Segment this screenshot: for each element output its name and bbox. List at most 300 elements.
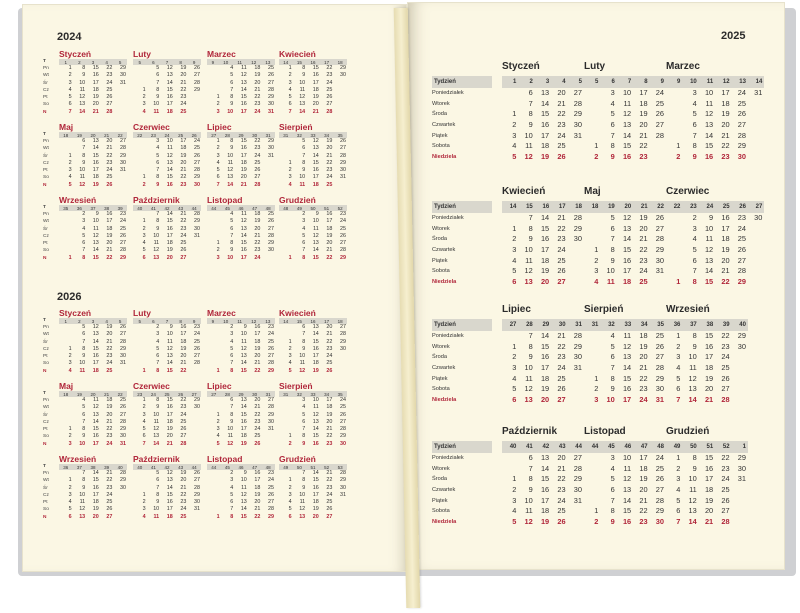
day-cell: 23 — [326, 345, 333, 352]
day-cell: 21 — [557, 463, 566, 473]
day-cell — [333, 80, 347, 87]
day-cell: 7 — [230, 404, 234, 411]
day-cell: 31 — [267, 108, 274, 115]
day-cell: 4 — [68, 367, 72, 374]
day-cell: 16 — [312, 345, 319, 352]
day-cell: 5 — [512, 517, 517, 527]
day-row — [59, 218, 127, 225]
row-labels-2 — [432, 319, 492, 406]
day-cell: 11 — [623, 463, 632, 473]
day-cell: 25 — [655, 463, 664, 473]
day-cell — [333, 506, 347, 513]
week-number: 18 — [591, 204, 599, 210]
day-cell: 1 — [142, 397, 146, 403]
month-name: Styczeń — [59, 308, 92, 318]
day-cell: 24 — [326, 491, 333, 498]
day-cell: 12 — [227, 167, 234, 174]
day-cell: 1 — [216, 367, 220, 374]
day-cell — [133, 153, 147, 160]
day-cell: 6 — [230, 499, 234, 506]
mini-month-cal_2026-1 — [133, 308, 201, 375]
day-cell: 24 — [180, 506, 187, 513]
day-label: Pn — [43, 398, 49, 403]
day-cell: 24 — [655, 453, 664, 462]
week-number: 1 — [513, 79, 517, 85]
day-cell: 21 — [704, 395, 714, 405]
day-cell: 28 — [119, 247, 126, 254]
day-cell: 12 — [524, 384, 533, 394]
day-row — [666, 464, 748, 475]
day-cell: 19 — [721, 245, 730, 255]
day-row — [133, 109, 201, 116]
day-cell — [133, 324, 147, 331]
day-cell: 16 — [240, 145, 247, 152]
day-cell: 18 — [92, 174, 99, 181]
day-row — [584, 352, 666, 363]
day-cell: 18 — [639, 463, 648, 473]
week-number: 11 — [706, 79, 714, 85]
day-cell: 10 — [606, 266, 615, 276]
day-cell: 24 — [655, 88, 664, 97]
day-label: Wt — [43, 405, 49, 411]
day-row — [279, 412, 347, 419]
day-cell: 15 — [622, 141, 632, 151]
day-cell — [59, 419, 73, 426]
week-number: 12 — [251, 59, 257, 65]
day-cell: 27 — [339, 418, 346, 425]
day-cell: 18 — [326, 225, 333, 232]
day-cell — [732, 496, 748, 507]
day-cell: 10 — [688, 352, 697, 362]
day-cell: 30 — [193, 181, 200, 188]
week-number: 26 — [191, 132, 197, 138]
day-cell: 6 — [610, 485, 615, 495]
day-cell: 7 — [302, 470, 306, 476]
day-cell: 26 — [267, 218, 274, 225]
day-cell: 1 — [676, 277, 681, 287]
day-cell: 18 — [622, 277, 632, 287]
day-cell — [59, 397, 73, 404]
day-cell: 12 — [153, 426, 160, 433]
day-cell: 27 — [737, 120, 746, 130]
day-cell: 27 — [573, 453, 582, 462]
day-cell: 23 — [639, 384, 648, 394]
day-row — [279, 506, 347, 513]
week-number: 7 — [165, 318, 169, 324]
day-cell: 13 — [688, 384, 697, 394]
day-cell: 24 — [721, 474, 730, 484]
day-cell: 12 — [240, 218, 247, 225]
day-cell: 23 — [721, 341, 730, 351]
day-cell: 29 — [737, 331, 746, 340]
day-cell: 15 — [312, 65, 319, 71]
day-cell — [207, 360, 221, 367]
day-label: Cz — [43, 87, 49, 93]
week-number: 17 — [324, 59, 330, 65]
day-cell: 20 — [180, 159, 187, 166]
day-cell: 8 — [82, 426, 86, 433]
day-cell: 24 — [193, 138, 200, 144]
day-cell: 9 — [302, 440, 306, 447]
week-number: 17 — [558, 204, 566, 210]
mini-month-cal_2024-5 — [133, 122, 201, 189]
day-cell: 15 — [166, 397, 173, 403]
week-number: 44 — [591, 444, 599, 450]
day-cell: 29 — [655, 245, 664, 255]
day-cell: 10 — [153, 101, 160, 108]
day-cell — [666, 213, 682, 224]
day-cell: 29 — [573, 474, 582, 484]
day-row — [584, 464, 666, 475]
day-cell — [133, 485, 147, 492]
day-cell: 25 — [106, 499, 113, 506]
day-cell: 29 — [655, 506, 664, 516]
day-cell: 5 — [156, 152, 160, 159]
day-cell: 14 — [92, 418, 99, 425]
day-cell: 1 — [68, 65, 72, 71]
day-cell: 10 — [240, 331, 247, 338]
day-row — [279, 426, 347, 433]
day-cell: 19 — [704, 495, 714, 505]
day-cell — [568, 517, 584, 528]
day-cell: 24 — [254, 426, 261, 433]
day-cell: 7 — [302, 152, 306, 159]
day-cell: 12 — [166, 65, 173, 71]
day-cell: 24 — [106, 360, 113, 367]
week-number: 39 — [104, 464, 110, 470]
day-cell: 29 — [737, 453, 746, 462]
week-number: 29 — [238, 391, 244, 397]
day-cell: 9 — [528, 234, 533, 244]
day-cell: 9 — [230, 418, 234, 425]
day-cell: 17 — [240, 152, 247, 159]
day-cell: 25 — [180, 513, 187, 520]
day-cell: 21 — [721, 130, 730, 140]
day-cell — [732, 485, 748, 496]
day-cell: 18 — [704, 363, 714, 373]
day-cell: 27 — [655, 485, 664, 495]
day-cell — [333, 94, 347, 101]
day-cell: 28 — [655, 130, 664, 140]
mini-month-cal_2024-7 — [279, 122, 347, 189]
month-name: Grudzień — [279, 195, 316, 205]
day-cell: 16 — [254, 470, 261, 476]
day-label: Niedziela — [432, 279, 457, 286]
week-number: 13 — [265, 59, 271, 65]
week-number: 9 — [211, 59, 215, 65]
day-cell: 24 — [557, 245, 566, 255]
day-row — [59, 167, 127, 174]
day-cell: 21 — [326, 470, 333, 476]
day-cell: 13 — [166, 353, 173, 360]
day-cell — [261, 441, 275, 448]
day-cell — [187, 412, 201, 419]
day-cell: 26 — [106, 181, 113, 188]
day-label: Śr — [43, 485, 48, 491]
week-number: 5 — [595, 79, 599, 85]
day-row — [133, 247, 201, 254]
week-number: 41 — [150, 205, 156, 211]
day-cell: 16 — [166, 499, 173, 506]
day-cell: 12 — [79, 181, 86, 188]
day-cell: 9 — [528, 352, 533, 362]
day-cell — [59, 339, 73, 346]
week-number: 33 — [624, 322, 632, 328]
day-cell: 17 — [92, 491, 99, 498]
day-label: So — [43, 248, 49, 254]
week-number: 27 — [211, 391, 217, 397]
day-cell: 21 — [557, 331, 566, 340]
day-row — [59, 255, 127, 262]
day-cell: 15 — [312, 477, 319, 484]
day-cell: 29 — [119, 345, 126, 352]
day-cell: 4 — [230, 338, 234, 345]
day-cell: 14 — [92, 470, 99, 476]
mini-month-cal_2026-3 — [279, 308, 347, 375]
day-cell: 20 — [180, 353, 187, 360]
day-cell: 16 — [92, 159, 99, 166]
day-label: So — [43, 434, 49, 440]
week-number: 32 — [296, 132, 302, 138]
day-row — [207, 211, 275, 218]
day-cell: 28 — [737, 266, 746, 276]
day-cell: 9 — [95, 211, 99, 217]
day-label: Czwartek — [432, 365, 456, 372]
day-cell: 14 — [79, 108, 86, 115]
day-label: T — [43, 59, 46, 64]
week-number: 52 — [722, 444, 730, 450]
day-label: Czwartek — [432, 122, 456, 129]
day-cell: 29 — [339, 477, 346, 484]
day-cell: 28 — [193, 211, 200, 217]
day-cell: 21 — [254, 404, 261, 411]
day-cell: 1 — [512, 109, 517, 119]
week-number: 8 — [644, 79, 648, 85]
day-cell: 3 — [216, 152, 220, 159]
day-cell — [133, 138, 147, 145]
day-cell: 19 — [540, 384, 550, 394]
day-cell: 27 — [193, 353, 200, 360]
day-cell: 17 — [540, 495, 550, 505]
day-cell — [748, 120, 764, 131]
day-cell: 24 — [106, 491, 113, 498]
day-cell: 8 — [528, 474, 533, 484]
week-number: 16 — [310, 59, 316, 65]
day-cell: 18 — [254, 484, 261, 491]
week-number: 40 — [509, 444, 517, 450]
day-cell — [187, 433, 201, 440]
day-cell: 17 — [326, 397, 333, 403]
week-number: 43 — [178, 205, 184, 211]
mini-month-cal_2024-0 — [59, 49, 127, 116]
day-cell: 15 — [312, 338, 319, 345]
month-name: Czerwiec — [133, 381, 170, 391]
day-cell: 28 — [655, 495, 664, 505]
day-row — [59, 65, 127, 72]
day-cell — [279, 412, 293, 419]
week-number: 25 — [178, 132, 184, 138]
day-cell: 6 — [216, 174, 220, 181]
day-cell: 18 — [540, 506, 550, 516]
day-row — [207, 339, 275, 346]
day-cell: 21 — [106, 418, 113, 425]
day-cell: 2 — [68, 72, 72, 79]
day-cell: 19 — [704, 373, 714, 383]
day-cell: 16 — [166, 181, 173, 188]
week-number: 9 — [211, 318, 215, 324]
day-row — [584, 88, 666, 99]
day-cell: 23 — [106, 484, 113, 491]
day-cell: 28 — [655, 234, 664, 244]
week-number: 14 — [283, 59, 289, 65]
day-cell — [113, 174, 127, 181]
day-cell — [333, 368, 347, 375]
week-number: 6 — [152, 318, 155, 324]
week-number: 34 — [324, 132, 330, 138]
day-cell: 1 — [512, 474, 517, 484]
day-row — [59, 360, 127, 367]
day-cell: 31 — [573, 495, 582, 505]
day-cell: 22 — [721, 331, 730, 340]
day-row — [133, 477, 201, 484]
day-cell: 22 — [721, 453, 730, 462]
day-cell: 14 — [704, 130, 714, 140]
day-row — [207, 331, 275, 338]
day-cell: 6 — [528, 453, 533, 462]
day-row — [133, 182, 201, 189]
day-cell: 2 — [288, 440, 292, 447]
day-cell: 30 — [655, 255, 664, 265]
day-cell: 10 — [312, 397, 319, 403]
day-cell: 27 — [267, 397, 274, 403]
day-cell: 19 — [721, 109, 730, 119]
day-cell: 5 — [610, 109, 615, 119]
day-cell: 2 — [512, 234, 517, 244]
day-row — [584, 256, 666, 267]
day-cell: 24 — [557, 130, 566, 140]
day-cell: 11 — [153, 418, 160, 425]
day-cell: 20 — [704, 384, 714, 394]
day-cell — [59, 233, 73, 240]
day-cell: 10 — [227, 152, 234, 159]
day-cell: 14 — [153, 440, 160, 447]
day-cell: 9 — [82, 159, 86, 166]
day-cell: 24 — [737, 223, 746, 233]
day-cell: 2 — [142, 181, 146, 188]
day-cell — [568, 141, 584, 152]
mini-month-cal_2024-9 — [133, 195, 201, 262]
day-cell: 12 — [227, 440, 234, 447]
week-number: 9 — [660, 79, 664, 85]
day-cell — [584, 474, 600, 485]
day-label: T — [43, 464, 46, 469]
day-cell: 7 — [82, 470, 86, 476]
day-row — [666, 234, 764, 245]
day-cell: 8 — [302, 159, 306, 166]
day-cell: 18 — [540, 255, 550, 265]
day-row — [59, 412, 127, 419]
day-cell: 5 — [82, 324, 86, 330]
week-number: 13 — [265, 318, 271, 324]
week-number: 23 — [137, 391, 143, 397]
day-cell: 9 — [243, 470, 247, 476]
day-row — [502, 517, 584, 528]
day-cell: 24 — [557, 495, 566, 505]
day-cell: 25 — [254, 433, 261, 440]
day-cell — [279, 218, 293, 225]
day-cell: 14 — [166, 211, 173, 217]
day-cell: 6 — [676, 506, 681, 516]
day-cell: 20 — [254, 225, 261, 232]
day-cell: 7 — [610, 234, 615, 244]
day-cell: 2 — [68, 353, 72, 360]
day-label: Środa — [432, 476, 447, 483]
week-number: 51 — [310, 464, 316, 470]
day-row — [279, 346, 347, 353]
week-number-row — [666, 76, 764, 88]
day-cell: 4 — [142, 418, 146, 425]
day-cell: 29 — [573, 223, 582, 233]
day-cell — [748, 234, 764, 245]
day-cell: 10 — [153, 232, 160, 239]
day-cell: 4 — [216, 433, 220, 440]
week-number: 25 — [164, 391, 170, 397]
day-cell: 8 — [692, 141, 697, 151]
day-cell: 8 — [156, 491, 160, 498]
day-cell: 25 — [557, 141, 566, 151]
day-row — [133, 226, 201, 233]
day-row — [207, 353, 275, 360]
day-cell: 30 — [119, 72, 126, 79]
week-number: 44 — [575, 444, 582, 450]
day-cell: 3 — [216, 108, 220, 115]
day-row — [584, 213, 666, 224]
day-cell: 15 — [704, 277, 714, 287]
day-row — [133, 360, 201, 367]
day-row — [584, 331, 666, 342]
day-cell: 17 — [704, 474, 714, 484]
day-cell: 20 — [166, 254, 173, 261]
day-cell: 19 — [166, 426, 173, 433]
day-cell: 11 — [705, 98, 714, 108]
day-cell: 30 — [339, 167, 346, 174]
week-number: 18 — [63, 391, 69, 397]
day-row — [133, 426, 201, 433]
day-cell: 23 — [254, 247, 261, 254]
week-number: 46 — [238, 205, 244, 211]
day-row — [584, 109, 666, 120]
day-cell: 9 — [230, 247, 234, 254]
day-cell: 27 — [193, 477, 200, 484]
day-row — [59, 397, 127, 404]
day-cell: 20 — [639, 223, 648, 233]
day-row — [207, 94, 275, 101]
day-cell: 14 — [166, 79, 173, 86]
day-row — [133, 80, 201, 87]
day-cell: 14 — [299, 108, 306, 115]
day-cell: 23 — [557, 120, 566, 130]
day-row — [133, 255, 201, 262]
day-cell: 31 — [193, 232, 200, 239]
day-cell — [187, 514, 201, 521]
day-row — [666, 395, 748, 406]
day-cell: 2 — [216, 247, 220, 254]
day-cell: 29 — [339, 433, 346, 440]
week-number: 6 — [611, 79, 615, 85]
week-number: 51 — [706, 444, 714, 450]
week-number: 28 — [526, 322, 533, 328]
day-row — [207, 182, 275, 189]
